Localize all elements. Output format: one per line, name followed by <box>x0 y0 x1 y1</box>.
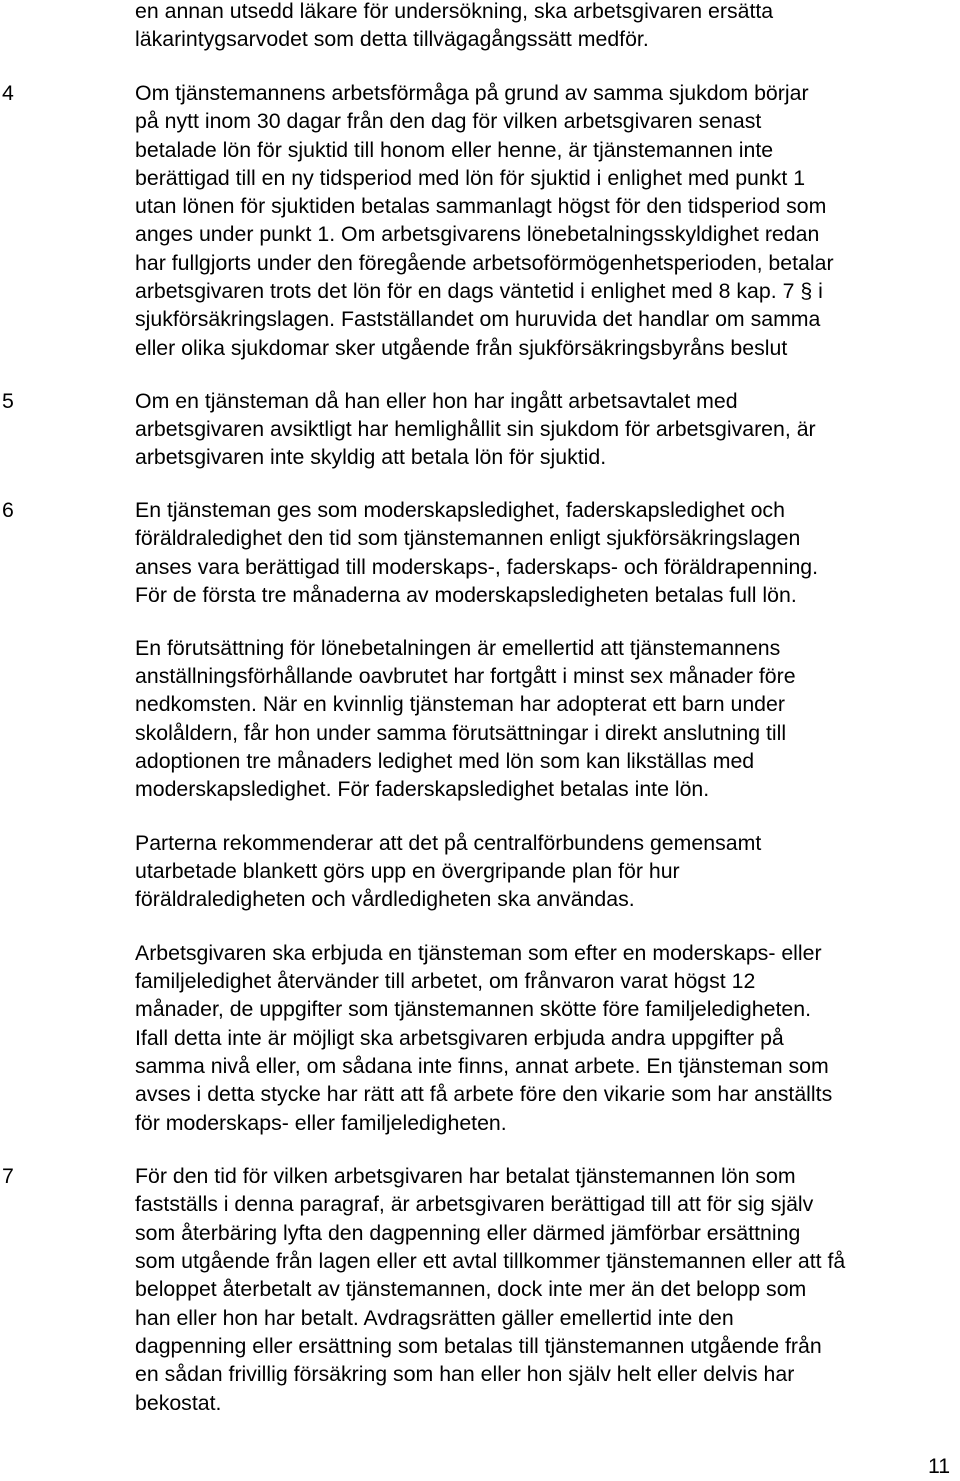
text-line: läkarintygsarvodet som detta tillvägagångssätt medför. <box>135 27 649 51</box>
text-line: skolåldern, får hon under samma förutsättningar i direkt anslutning till <box>135 721 787 745</box>
text-line: har fullgjorts under den föregående arbetsoförmögenhetsperioden, betalar <box>135 251 834 275</box>
text-line: Arbetsgivaren ska erbjuda en tjänsteman som efter en moderskaps- eller <box>135 941 822 965</box>
text-line: sjukförsäkringslagen. Fastställandet om huruvida det handlar om samma <box>135 307 821 331</box>
text-line: anges under punkt 1. Om arbetsgivarens lönebetalningsskyldighet redan <box>135 222 820 246</box>
text-line: anställningsförhållande oavbrutet har fortgått i minst sex månader före <box>135 664 796 688</box>
text-line: berättigad till en ny tidsperiod med lön för sjuktid i enlighet med punkt 1 <box>135 166 806 190</box>
text-line: arbetsgivaren trots det lön för en dags väntetid i enlighet med 8 kap. 7 § i <box>135 279 823 303</box>
text-line: fastställs i denna paragraf, är arbetsgivaren berättigad till att för sig själv <box>135 1192 814 1216</box>
text-line: som utgående från lagen eller ett avtal tillkommer tjänstemannen eller att få <box>135 1249 846 1273</box>
text-line: som återbäring lyfta den dagpenning eller därmed jämförbar ersättning <box>135 1221 801 1245</box>
text-line: han eller hon har betalt. Avdragsrätten gäller emellertid inte den <box>135 1306 734 1330</box>
section-number: 7 <box>2 1164 14 1188</box>
text-line: utarbetade blankett görs upp en övergripande plan för hur <box>135 859 680 883</box>
text-line: månader, de uppgifter som tjänstemannen skötte före familjeledigheten. <box>135 997 811 1021</box>
text-line: beloppet återbetalt av tjänstemannen, dock inte mer än det belopp som <box>135 1277 807 1301</box>
text-line: avses i detta stycke har rätt att få arbete före den vikarie som har anställts <box>135 1082 833 1106</box>
text-line: föräldraledigheten och vårdledigheten ska användas. <box>135 887 635 911</box>
text-line: för moderskaps- eller familjeledigheten. <box>135 1111 507 1135</box>
text-line: moderskapsledighet. För faderskapsledighet betalas inte lön. <box>135 777 710 801</box>
text-line: adoptionen tre månaders ledighet med lön som kan likställas med <box>135 749 755 773</box>
text-line: Ifall detta inte är möjligt ska arbetsgivaren erbjuda andra uppgifter på <box>135 1026 784 1050</box>
text-line: Om tjänstemannens arbetsförmåga på grund av samma sjukdom börjar <box>135 81 809 105</box>
text-line: arbetsgivaren avsiktligt har hemlighållit sin sjukdom för arbetsgivaren, är <box>135 417 816 441</box>
section-number: 4 <box>2 81 14 105</box>
text-line: utan lönen för sjuktiden betalas sammanlagt högst för den tidsperiod som <box>135 194 827 218</box>
section-number: 5 <box>2 389 14 413</box>
text-line: eller olika sjukdomar sker utgående från sjukförsäkringsbyråns beslut <box>135 336 788 360</box>
text-line: arbetsgivaren inte skyldig att betala lön för sjuktid. <box>135 445 607 469</box>
text-line: nedkomsten. När en kvinnlig tjänsteman har adopterat ett barn under <box>135 692 785 716</box>
text-line: En tjänsteman ges som moderskapsledighet, faderskapsledighet och <box>135 498 785 522</box>
page-number: 11 <box>928 1454 951 1478</box>
text-line: En förutsättning för lönebetalningen är emellertid att tjänstemannens <box>135 636 781 660</box>
text-line: betalade lön för sjuktid till honom eller henne, är tjänstemannen inte <box>135 138 774 162</box>
text-line: föräldraledighet den tid som tjänstemannen enligt sjukförsäkringslagen <box>135 526 801 550</box>
text-line: Parterna rekommenderar att det på centralförbundens gemensamt <box>135 831 762 855</box>
section-number: 6 <box>2 498 14 522</box>
text-line: en annan utsedd läkare för undersökning, ska arbetsgivaren ersätta <box>135 0 774 23</box>
text-line: anses vara berättigad till moderskaps-, faderskaps- och föräldrapenning. <box>135 555 819 579</box>
text-line: familjeledighet återvänder till arbetet, om frånvaron varat högst 12 <box>135 969 756 993</box>
text-line: dagpenning eller ersättning som betalas till tjänstemannen utgående från <box>135 1334 822 1358</box>
text-line: Om en tjänsteman då han eller hon har ingått arbetsavtalet med <box>135 389 738 413</box>
text-line: en sådan frivillig försäkring som han eller hon själv helt eller delvis har <box>135 1362 795 1386</box>
text-line: För den tid för vilken arbetsgivaren har betalat tjänstemannen lön som <box>135 1164 796 1188</box>
text-line: samma nivå eller, om sådana inte finns, annat arbete. En tjänsteman som <box>135 1054 829 1078</box>
text-line: på nytt inom 30 dagar från den dag för vilken arbetsgivaren senast <box>135 109 762 133</box>
text-line: För de första tre månaderna av moderskapsledigheten betalas full lön. <box>135 583 797 607</box>
text-line: bekostat. <box>135 1391 222 1415</box>
